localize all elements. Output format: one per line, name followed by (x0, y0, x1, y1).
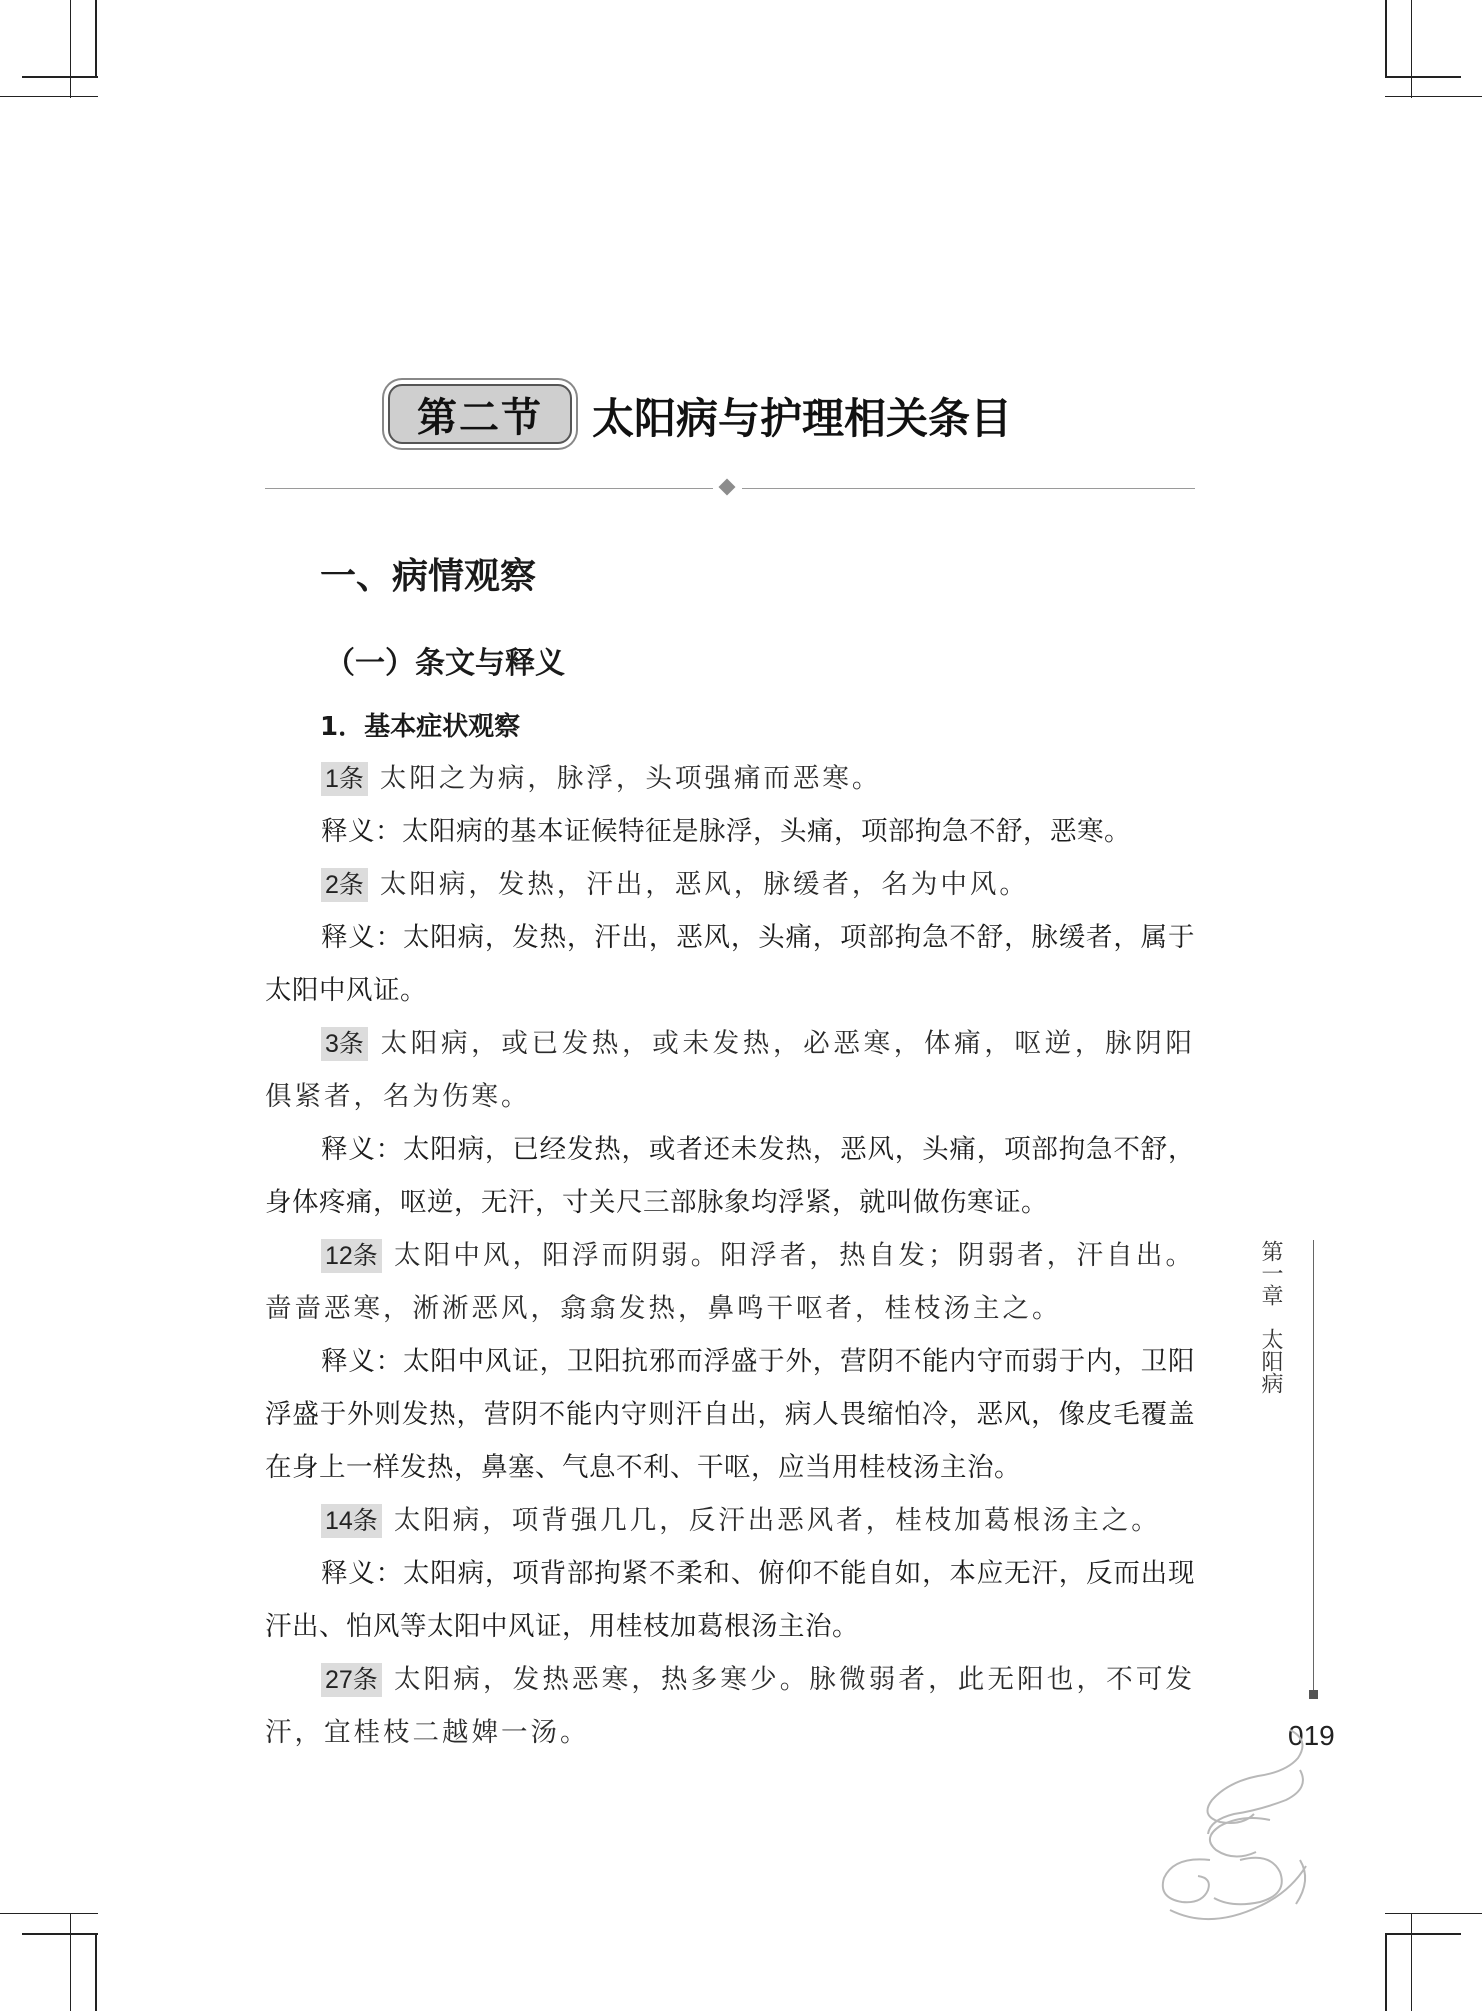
crop-mark (1385, 1933, 1387, 2011)
crop-mark (70, 0, 71, 98)
side-rule-end-mark (1309, 1690, 1318, 1699)
clause-text: 太阳病，项背强几几，反汗出恶风者，桂枝加葛根汤主之。 (393, 1505, 1161, 1536)
crop-mark (22, 1933, 98, 1935)
explanation-text: 释义：太阳病，项背部拘紧不柔和、俯仰不能自如，本应无汗，反而出现汗出、怕风等太阳中风证，用桂枝加葛根汤主治。 (265, 1558, 1195, 1642)
clause-paragraph (265, 858, 1195, 911)
clause-text: 太阳之为病，脉浮，头项强痛而恶寒。 (379, 763, 882, 794)
body-text (265, 752, 1195, 1759)
explanation-paragraph (265, 1123, 1195, 1229)
cloud-swirl-ornament-icon (1150, 1710, 1320, 1940)
crop-mark (1411, 0, 1412, 98)
clause-paragraph (265, 1494, 1195, 1547)
clause-text: 太阳病，发热恶寒，热多寒少。脉微弱者，此无阳也，不可发汗，宜桂枝二越婢一汤。 (265, 1664, 1195, 1748)
header-divider-right (742, 488, 1195, 489)
clause-text: 太阳中风，阳浮而阴弱。阳浮者，热自发；阴弱者，汗自出。啬啬恶寒，淅淅恶风，翕翕发热，鼻鸣干呕者，桂枝汤主之。 (265, 1240, 1195, 1324)
crop-mark (1411, 1913, 1412, 2011)
section-number-badge: 第二节 (388, 384, 572, 444)
clause-text: 太阳病，发热，汗出，恶风，脉缓者，名为中风。 (379, 869, 1029, 900)
explanation-text: 释义：太阳中风证，卫阳抗邪而浮盛于外，营阴不能内守而弱于内，卫阳浮盛于外则发热，营阴不能内守则汗自出，病人畏缩怕冷，恶风，像皮毛覆盖在身上一样发热，鼻塞、气息不利、干呕，应当用桂枝汤主治。 (265, 1346, 1195, 1483)
crop-mark (1385, 96, 1482, 97)
crop-mark (70, 1913, 71, 2011)
explanation-text: 释义：太阳病，发热，汗出，恶风，头痛，项部拘急不舒，脉缓者，属于太阳中风证。 (265, 922, 1195, 1006)
explanation-paragraph (265, 1547, 1195, 1653)
section-title: 太阳病与护理相关条目 (592, 394, 1013, 443)
clause-number-tag: 12条 (321, 1239, 382, 1273)
heading-level-1: 一、病情观察 (320, 556, 537, 597)
crop-mark (1385, 1933, 1461, 1935)
clause-number-tag: 3条 (321, 1027, 368, 1061)
crop-mark (1385, 0, 1387, 78)
clause-number-tag: 2条 (321, 868, 368, 902)
crop-mark (95, 1933, 97, 2011)
clause-number-tag: 27条 (321, 1663, 382, 1697)
crop-mark (22, 76, 98, 78)
header-divider-left (265, 488, 713, 489)
clause-paragraph (265, 1017, 1195, 1123)
side-chapter-label (1257, 1240, 1291, 1394)
explanation-text: 释义：太阳病，已经发热，或者还未发热，恶风，头痛，项部拘急不舒，身体疼痛，呕逆，无汗，寸关尺三部脉象均浮紧，就叫做伤寒证。 (265, 1134, 1195, 1218)
heading-level-2: （一）条文与释义 (325, 646, 565, 681)
explanation-paragraph (265, 911, 1195, 1017)
side-chapter-topic: 太阳病 (1258, 1328, 1283, 1394)
page-number: 019 (1288, 1720, 1335, 1751)
crop-mark (1385, 76, 1461, 78)
clause-text: 太阳病，或已发热，或未发热，必恶寒，体痛，呕逆，脉阴阳俱紧者，名为伤寒。 (265, 1028, 1195, 1112)
crop-mark (0, 1913, 98, 1914)
clause-paragraph (265, 752, 1195, 805)
clause-number-tag: 14条 (321, 1504, 382, 1538)
crop-mark (0, 96, 98, 97)
heading-level-3: 1．基本症状观察 (320, 712, 521, 742)
clause-paragraph (265, 1653, 1195, 1759)
crop-mark (95, 0, 97, 78)
clause-paragraph (265, 1229, 1195, 1335)
explanation-paragraph (265, 1335, 1195, 1494)
explanation-text: 释义：太阳病的基本证候特征是脉浮，头痛，项部拘急不舒，恶寒。 (321, 816, 1131, 847)
explanation-paragraph (265, 805, 1195, 858)
crop-mark (1385, 1913, 1482, 1914)
divider-diamond-icon (719, 479, 736, 496)
clause-number-tag: 1条 (321, 762, 368, 796)
side-vertical-rule (1313, 1240, 1314, 1695)
side-chapter-number: 第一章 (1258, 1240, 1283, 1306)
